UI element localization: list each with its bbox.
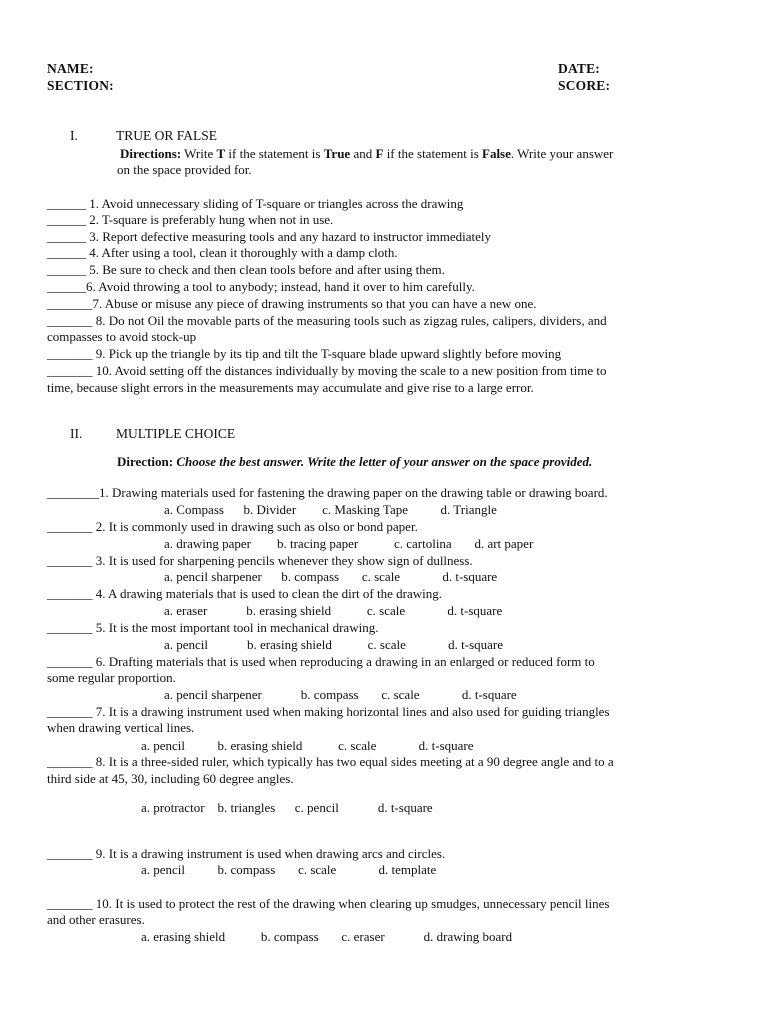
- part2-direction: [117, 454, 592, 470]
- part1-numeral: I.: [70, 128, 78, 143]
- mc-question: _______ 9. It is a drawing instrument is used when drawing arcs and circles.: [47, 846, 446, 861]
- mc-question-cont: third side at 45, 30, including 60 degree angles.: [47, 771, 294, 786]
- mc-choices: a. pencil b. erasing shield c. scale d. t-square: [141, 738, 474, 753]
- mc-question: _______ 10. It is used to protect the rest of the drawing when clearing up smudges, unnecessary pencil lines: [47, 896, 610, 911]
- part2-numeral: II.: [70, 426, 83, 441]
- directions-text: if the statement is: [225, 146, 324, 161]
- directions-text: . Write your answer: [510, 146, 614, 161]
- mc-choices: a. protractor b. triangles c. pencil d. t-square: [141, 800, 433, 815]
- tf-item: ______6. Avoid throwing a tool to anybody; instead, hand it over to him carefully.: [47, 279, 475, 294]
- score-label: SCORE:: [558, 78, 611, 93]
- directions-text: False: [482, 146, 511, 161]
- tf-item: ______ 2. T-square is preferably hung when not in use.: [47, 212, 334, 227]
- mc-choices: a. pencil sharpener b. compass c. scale d. t-square: [164, 569, 498, 584]
- tf-item: _______ 8. Do not Oil the movable parts of the measuring tools such as zigzag rules, calipers, dividers, and: [47, 313, 607, 328]
- mc-question-cont: some regular proportion.: [47, 670, 176, 685]
- mc-choices: a. eraser b. erasing shield c. scale d. t-square: [164, 603, 503, 618]
- directions-text: Write: [184, 146, 217, 161]
- tf-item-cont: time, because slight errors in the measurements may accumulate and give rise to a large error.: [47, 380, 534, 395]
- part2-direction-text: Choose the best answer. Write the letter of your answer on the space provided.: [176, 454, 593, 469]
- part2-direction-label: Direction:: [117, 454, 174, 469]
- part1-directions-label: Directions:: [120, 146, 182, 161]
- name-label: NAME:: [47, 61, 94, 76]
- mc-question: _______ 3. It is used for sharpening pencils whenever they show sign of dullness.: [47, 553, 473, 568]
- mc-question-cont: when drawing vertical lines.: [47, 720, 195, 735]
- directions-text: if the statement is: [383, 146, 482, 161]
- mc-choices: a. pencil b. erasing shield c. scale d. t-square: [164, 637, 503, 652]
- tf-item: ______ 3. Report defective measuring tools and any hazard to instructor immediately: [47, 229, 492, 244]
- mc-question: _______ 4. A drawing materials that is used to clean the dirt of the drawing.: [47, 586, 442, 601]
- mc-question: _______ 5. It is the most important tool in mechanical drawing.: [47, 620, 379, 635]
- mc-question: _______ 6. Drafting materials that is used when reproducing a drawing in an enlarged or reduced form to: [47, 654, 595, 669]
- mc-choices: a. Compass b. Divider c. Masking Tape d. Triangle: [164, 502, 497, 517]
- directions-text: T: [216, 146, 226, 161]
- mc-question-cont: and other erasures.: [47, 912, 145, 927]
- tf-item: ______ 4. After using a tool, clean it thoroughly with a damp cloth.: [47, 245, 398, 260]
- tf-item: _______ 10. Avoid setting off the distances individually by moving the scale to a new position from time to: [47, 363, 607, 378]
- mc-choices: a. pencil b. compass c. scale d. template: [141, 862, 437, 877]
- mc-choices: a. pencil sharpener b. compass c. scale d. t-square: [164, 687, 517, 702]
- tf-item: ______ 1. Avoid unnecessary sliding of T-square or triangles across the drawing: [47, 196, 464, 211]
- part2-heading: [70, 426, 235, 442]
- directions-text: True: [323, 146, 351, 161]
- mc-question: _______ 8. It is a three-sided ruler, which typically has two equal sides meeting at a 90 degree angle and to a: [47, 754, 614, 769]
- part1-heading: [70, 128, 217, 144]
- directions-text: and: [350, 146, 376, 161]
- mc-question: _______ 2. It is commonly used in drawing such as olso or bond paper.: [47, 519, 418, 534]
- mc-question: _______ 7. It is a drawing instrument used when making horizontal lines and also used for guiding triangles: [47, 704, 610, 719]
- tf-item: ______ 5. Be sure to check and then clean tools before and after using them.: [47, 262, 445, 277]
- part1-title: TRUE OR FALSE: [116, 128, 218, 143]
- directions-text: F: [375, 146, 384, 161]
- part1-directions-line2: on the space provided for.: [117, 162, 252, 177]
- tf-item: _______7. Abuse or misuse any piece of drawing instruments so that you can have a new one.: [47, 296, 537, 311]
- mc-choices: a. drawing paper b. tracing paper c. cartolina d. art paper: [164, 536, 534, 551]
- tf-item-cont: compasses to avoid stock-up: [47, 329, 197, 344]
- tf-item: _______ 9. Pick up the triangle by its tip and tilt the T-square blade upward slightly before moving: [47, 346, 562, 361]
- section-label: SECTION:: [47, 78, 114, 93]
- mc-question: ________1. Drawing materials used for fastening the drawing paper on the drawing table or drawing board.: [47, 485, 608, 500]
- date-label: DATE:: [558, 61, 601, 76]
- mc-choices: a. erasing shield b. compass c. eraser d. drawing board: [141, 929, 513, 944]
- part2-title: MULTIPLE CHOICE: [116, 426, 236, 441]
- part1-directions: [120, 146, 740, 162]
